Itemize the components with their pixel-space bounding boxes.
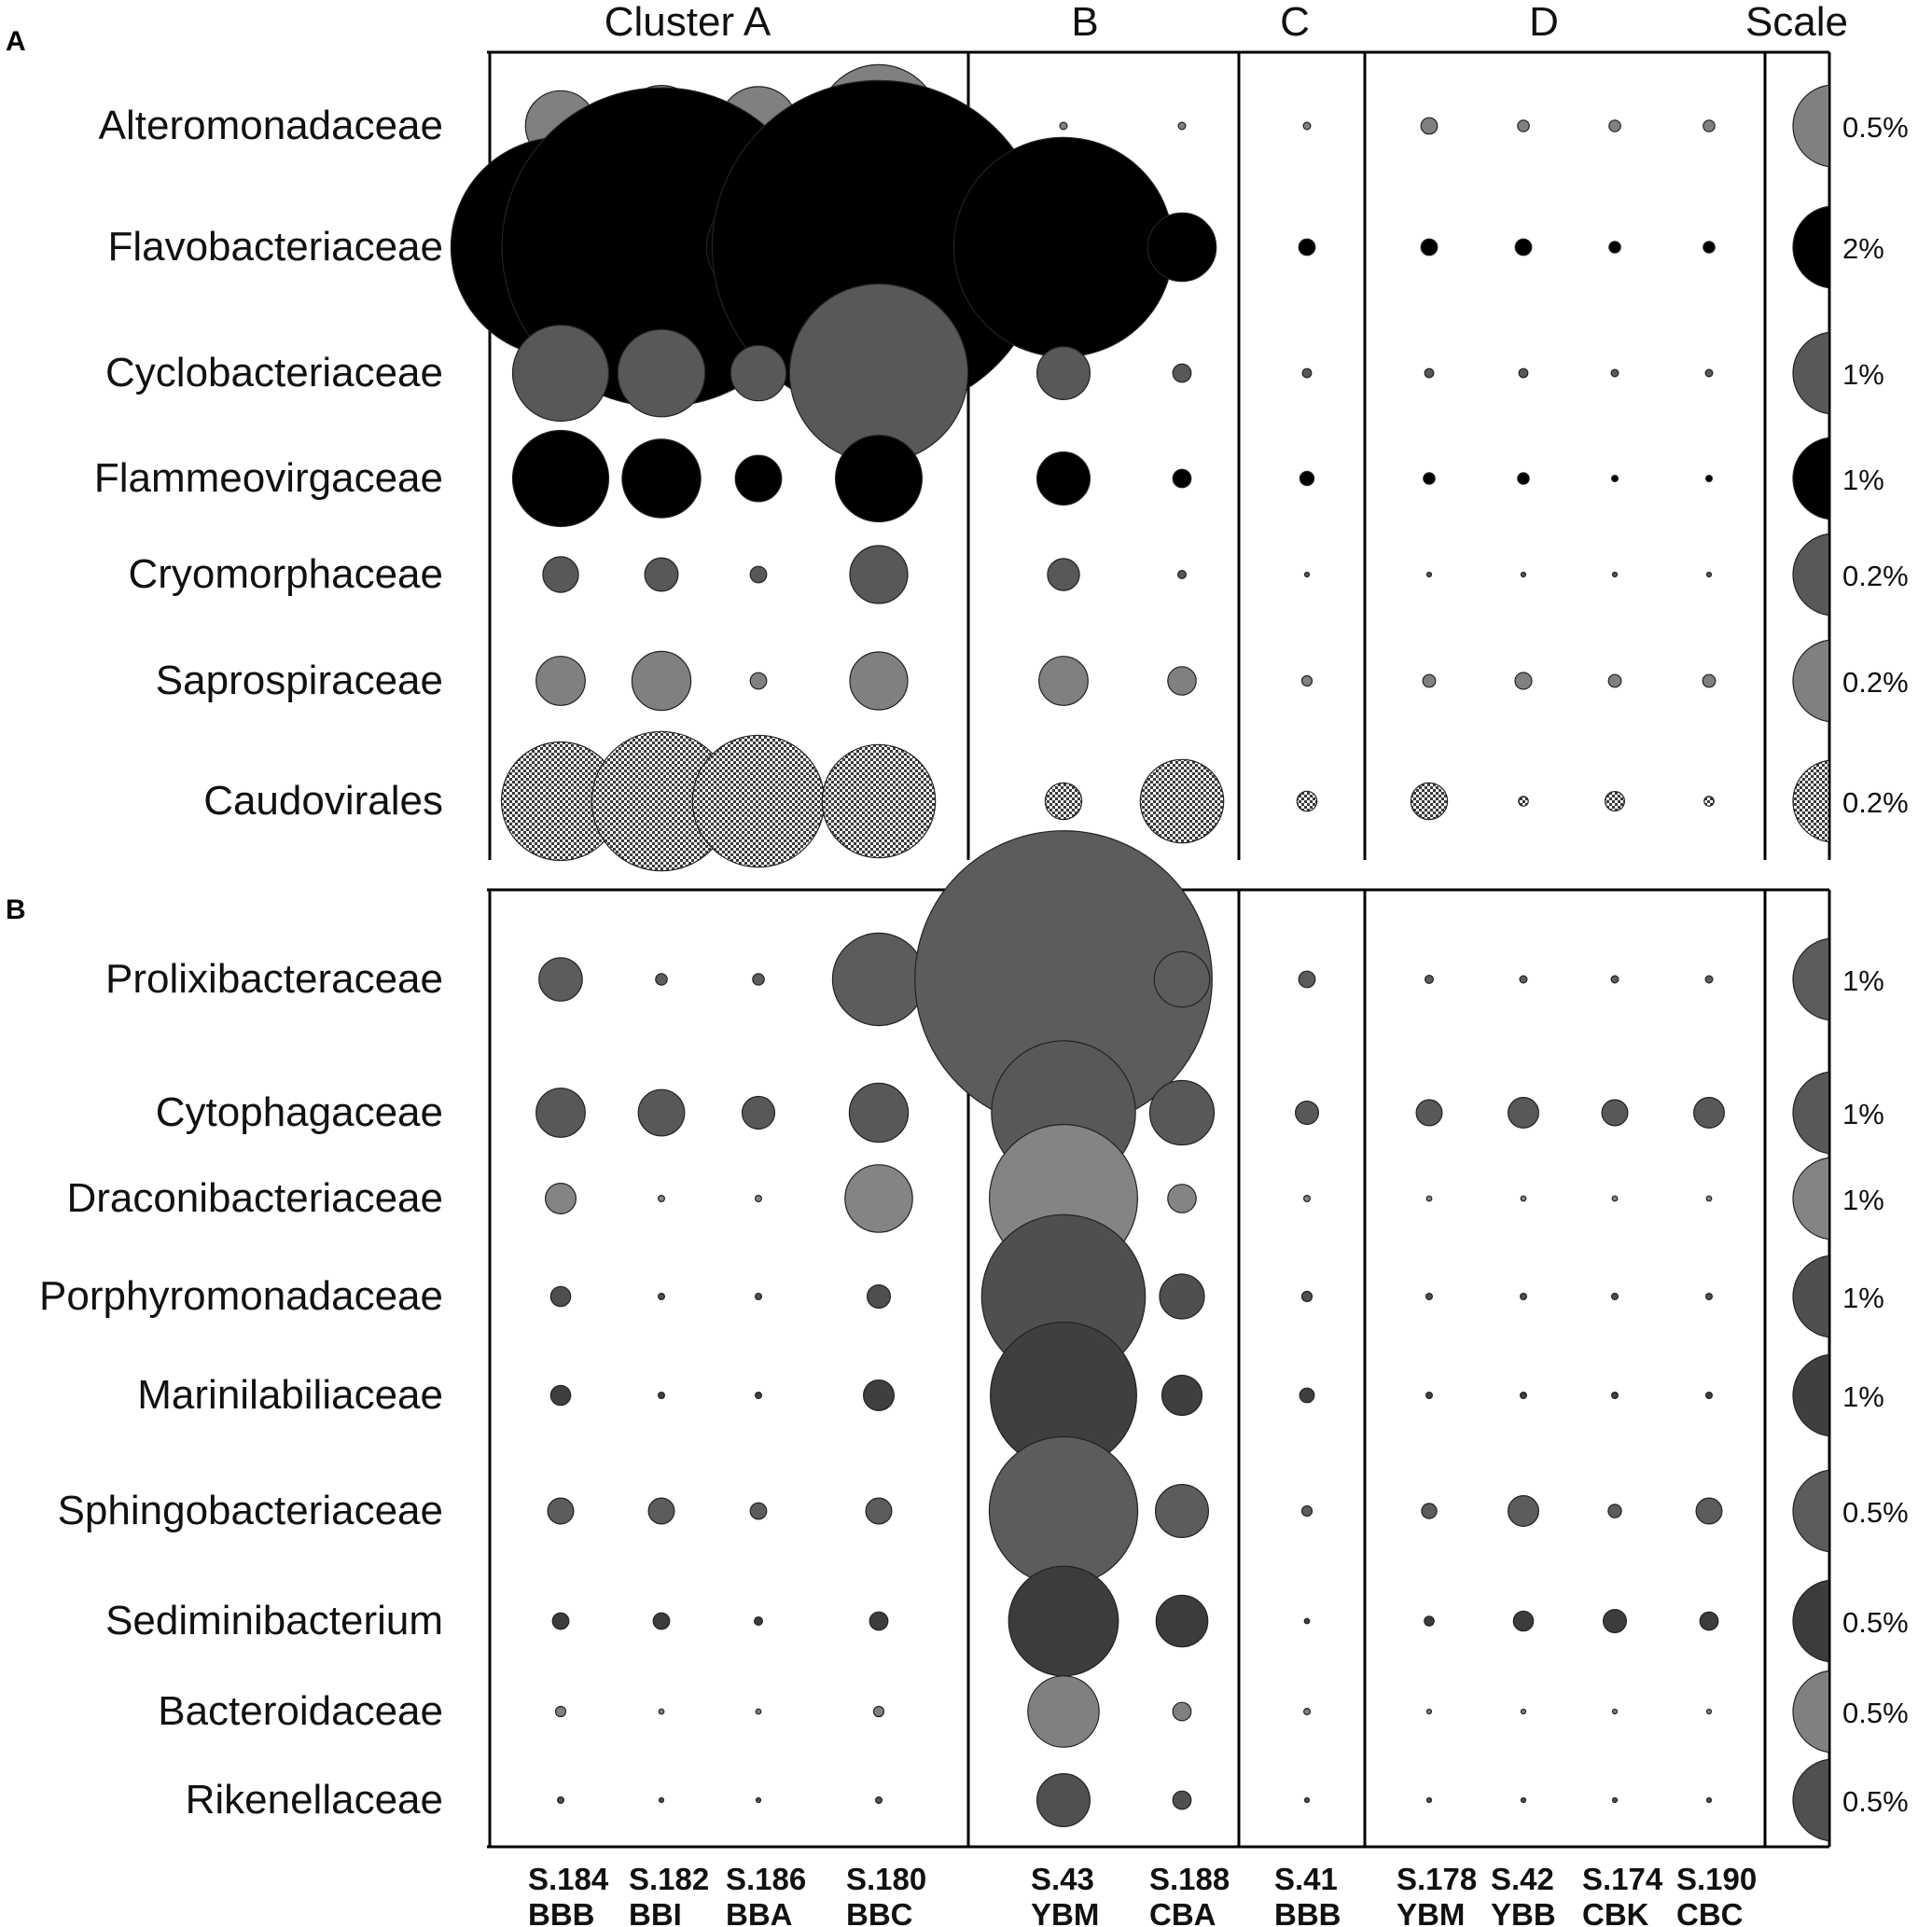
scale-label: 1%	[1842, 1380, 1884, 1413]
taxon-label: Cryomorphaceae	[128, 551, 443, 597]
scale-label: 1%	[1842, 464, 1884, 496]
taxon-label: Draconibacteriaceae	[66, 1175, 443, 1221]
taxon-label: Cytophagaceae	[155, 1089, 443, 1135]
bubble	[1705, 369, 1713, 377]
bubble	[1039, 657, 1089, 706]
taxon-label: Marinilabiliaceae	[137, 1372, 443, 1418]
scale-label: 1%	[1842, 1282, 1884, 1314]
bubble	[1521, 1294, 1527, 1300]
bubble	[756, 1709, 761, 1714]
bubble	[1154, 951, 1209, 1006]
taxon-label: Rikenellaceae	[185, 1777, 443, 1823]
bubble	[1520, 976, 1527, 983]
bubble	[692, 735, 824, 866]
bubble	[1608, 1504, 1621, 1518]
scale-label: 0.5%	[1842, 1785, 1909, 1818]
cluster-label-scale: Scale	[1744, 0, 1849, 45]
sample-id-label: S.43	[1031, 1862, 1094, 1896]
bubble	[850, 546, 908, 603]
bubble	[632, 651, 690, 710]
bubble	[1302, 1506, 1313, 1517]
sample-id-label: S.190	[1676, 1862, 1758, 1896]
taxon-label: Caudovirales	[203, 778, 443, 824]
scale-label: 1%	[1842, 1184, 1884, 1216]
bubble	[1707, 573, 1712, 577]
bubble	[1518, 473, 1529, 484]
bubble	[558, 1797, 564, 1804]
bubble	[1602, 1100, 1628, 1126]
bubble	[659, 1393, 665, 1399]
bubble	[1425, 1616, 1434, 1626]
bubble	[1422, 1504, 1437, 1518]
bubble	[1424, 473, 1435, 484]
bubble	[1612, 1294, 1619, 1300]
scale-label: 1%	[1842, 1098, 1884, 1130]
bubble	[1513, 1611, 1533, 1630]
bubble	[1613, 573, 1618, 577]
bubble	[1156, 1595, 1207, 1646]
bubble	[536, 1088, 586, 1138]
bubble	[1613, 1798, 1618, 1803]
bubble	[1426, 1196, 1432, 1201]
bubble	[648, 1498, 674, 1524]
sample-code-label: BBC	[846, 1897, 913, 1927]
taxon-label: Flammeovirgaceae	[93, 455, 443, 501]
bubble	[1515, 239, 1532, 256]
sample-code-label: CBC	[1676, 1897, 1744, 1927]
bubble	[1305, 573, 1310, 577]
bubble	[1696, 1498, 1722, 1524]
bubble	[645, 558, 678, 591]
bubble	[1140, 759, 1223, 842]
bubble	[1612, 1196, 1618, 1201]
bubble	[539, 958, 582, 1001]
bubble	[1605, 792, 1625, 811]
bubble	[1416, 1100, 1442, 1126]
bubble	[1296, 1102, 1319, 1125]
bubble	[1704, 797, 1714, 806]
scale-label: 0.5%	[1842, 1697, 1909, 1729]
taxon-label: Sphingobacteriaceae	[57, 1488, 443, 1533]
bubble	[1178, 571, 1187, 579]
bubble	[869, 1612, 888, 1630]
scale-label: 1%	[1842, 964, 1884, 997]
bubble	[550, 1385, 570, 1405]
bubble	[1521, 1196, 1526, 1201]
sample-id-label: S.41	[1274, 1862, 1338, 1896]
bubble	[1302, 1292, 1313, 1302]
taxon-label: Cyclobacteriaceae	[105, 350, 443, 395]
bubble	[1421, 118, 1438, 134]
bubble	[1037, 1774, 1091, 1827]
bubble	[1508, 1098, 1539, 1129]
bubble	[836, 436, 923, 522]
bubble	[1037, 452, 1091, 506]
bubble	[1045, 783, 1081, 819]
taxon-label: Prolixibacteraceae	[105, 956, 443, 1002]
bubble	[1706, 1393, 1713, 1399]
cluster-label-c: C	[1280, 0, 1310, 45]
bubble	[1421, 239, 1438, 256]
bubble	[656, 974, 667, 985]
bubble	[1703, 120, 1715, 132]
bubble	[1611, 976, 1619, 983]
panel-label-b: B	[6, 894, 26, 925]
sample-code-label: BBA	[726, 1897, 793, 1927]
bubble	[659, 1196, 665, 1202]
bubble	[750, 1503, 767, 1519]
sample-id-label: S.180	[846, 1862, 927, 1896]
bubble	[1611, 369, 1619, 377]
bubble	[1303, 122, 1311, 130]
scale-label: 0.5%	[1842, 111, 1909, 144]
bubble	[876, 1797, 883, 1804]
taxon-label: Bacteroidaceae	[158, 1688, 443, 1734]
bubble	[1707, 1710, 1712, 1714]
bubble	[552, 1613, 569, 1629]
sample-code-label: YBM	[1397, 1897, 1466, 1927]
bubble	[756, 1294, 762, 1300]
bubble	[1609, 120, 1620, 132]
bubble	[622, 439, 701, 518]
bubble	[1522, 1710, 1526, 1714]
bubble	[750, 566, 767, 583]
bubble	[735, 455, 782, 502]
bubble	[850, 652, 908, 710]
bubble	[1608, 674, 1621, 687]
bubble	[753, 974, 764, 985]
sample-id-label: S.174	[1582, 1862, 1663, 1896]
sample-id-label: S.178	[1397, 1862, 1478, 1896]
bubble	[743, 1097, 775, 1130]
bubble	[1168, 1185, 1196, 1213]
bubble	[1300, 471, 1313, 485]
bubble	[1147, 213, 1216, 281]
bubble	[1411, 783, 1447, 819]
scale-label: 0.2%	[1842, 666, 1909, 699]
bubble	[989, 1436, 1137, 1585]
bubble	[756, 1393, 762, 1399]
bubble	[1613, 1710, 1618, 1714]
bubble	[1304, 1709, 1311, 1715]
scale-label: 1%	[1842, 358, 1884, 391]
bubble	[543, 557, 578, 592]
bubble	[1521, 1393, 1527, 1399]
bubble	[845, 1165, 912, 1232]
bubble	[757, 1798, 761, 1803]
bubble	[1522, 573, 1526, 577]
scale-label: 2%	[1842, 232, 1884, 265]
bubble	[1694, 1098, 1725, 1129]
sample-code-label: BBB	[1274, 1897, 1341, 1927]
taxon-label: Sediminibacterium	[105, 1598, 443, 1643]
bubble	[730, 345, 785, 400]
sample-id-label: S.184	[528, 1862, 609, 1896]
bubble	[513, 326, 609, 422]
bubble	[832, 933, 924, 1025]
scale-label: 0.2%	[1842, 786, 1909, 819]
bubble	[1156, 1485, 1209, 1538]
sample-code-label: BBB	[528, 1897, 595, 1927]
bubble	[1037, 347, 1091, 400]
bubble	[1612, 1393, 1619, 1399]
bubble	[756, 1196, 762, 1202]
bubble	[618, 329, 705, 417]
bubble	[513, 431, 609, 527]
taxon-label: Saprospiraceae	[155, 658, 443, 703]
sample-id-label: S.182	[629, 1862, 710, 1896]
bubble	[1304, 1196, 1311, 1202]
taxon-label: Porphyromonadaceae	[39, 1273, 443, 1319]
cluster-label-d: D	[1529, 0, 1559, 45]
bubble	[864, 1380, 895, 1411]
sample-id-label: S.42	[1491, 1862, 1554, 1896]
bubble	[548, 1498, 574, 1524]
bubble	[638, 1089, 685, 1136]
bubble	[866, 1498, 892, 1524]
bubbles	[451, 64, 1875, 1841]
bubble	[1700, 1612, 1718, 1630]
bubble	[1302, 676, 1313, 686]
bubble	[1305, 1798, 1310, 1803]
bubble	[536, 657, 586, 706]
sample-code-label: CBA	[1149, 1897, 1216, 1927]
bubble	[1612, 476, 1619, 482]
bubble	[1705, 976, 1713, 983]
bubble	[1427, 1710, 1432, 1714]
bubble	[1519, 368, 1528, 378]
bubble	[1425, 976, 1434, 984]
cluster-label-cluster-a: Cluster A	[604, 0, 771, 45]
sample-code-label: CBK	[1582, 1897, 1649, 1927]
bubble	[1518, 120, 1529, 132]
bubble	[1173, 469, 1191, 488]
bubble	[1173, 364, 1191, 382]
bubble	[1426, 1393, 1433, 1399]
bubble	[1706, 476, 1713, 482]
bubble	[1508, 1496, 1539, 1527]
bubble	[1519, 797, 1528, 806]
bubble	[556, 1707, 566, 1717]
bubble	[1048, 559, 1079, 590]
sample-code-label: YBB	[1491, 1897, 1556, 1927]
cluster-label-b: B	[1071, 0, 1099, 45]
bubble	[1604, 1610, 1627, 1633]
bubble	[1150, 1081, 1215, 1145]
bubble	[1173, 1791, 1191, 1809]
bubble	[849, 1083, 908, 1142]
bubble	[1609, 242, 1620, 253]
bubble	[953, 137, 1173, 356]
bubble	[1060, 122, 1067, 130]
bubble	[1706, 1196, 1712, 1201]
bubble	[1173, 1702, 1191, 1721]
bubble	[868, 1285, 891, 1309]
sample-id-label: S.188	[1149, 1862, 1230, 1896]
bubble	[1300, 1388, 1314, 1403]
bubble	[1425, 368, 1434, 378]
bubble	[1297, 791, 1316, 811]
bubble	[1426, 1294, 1433, 1300]
scale-label: 0.2%	[1842, 560, 1909, 592]
bubble	[1299, 239, 1315, 256]
bubble	[1178, 122, 1186, 130]
bubble	[1703, 674, 1716, 687]
bubble	[874, 1707, 884, 1717]
bubble	[1162, 1376, 1202, 1416]
bubble	[1427, 1798, 1432, 1803]
bubble	[1706, 1294, 1713, 1300]
bubble	[1299, 971, 1315, 988]
bubble	[1707, 1798, 1712, 1803]
bubble	[550, 1286, 570, 1306]
bubble	[660, 1798, 664, 1803]
bubble	[1008, 1566, 1119, 1676]
taxon-label: Alteromonadaceae	[98, 103, 443, 148]
panel-label-a: A	[6, 26, 26, 57]
bubble	[546, 1184, 577, 1214]
bubble	[1427, 573, 1432, 577]
bubble	[1423, 674, 1436, 687]
bubble	[1515, 672, 1532, 689]
bubble	[1304, 1618, 1310, 1624]
bubble	[653, 1613, 670, 1629]
bubble	[1703, 242, 1715, 253]
sample-id-label: S.186	[726, 1862, 807, 1896]
bubble	[659, 1709, 664, 1714]
bubble	[1168, 667, 1196, 695]
sample-code-label: BBI	[629, 1897, 682, 1927]
taxon-label: Flavobacteriaceae	[107, 224, 443, 270]
bubble	[1028, 1676, 1099, 1747]
bubble	[755, 1617, 763, 1626]
sample-code-label: YBM	[1031, 1897, 1100, 1927]
bubble	[659, 1294, 665, 1300]
bubble	[750, 672, 767, 689]
bubble	[822, 744, 935, 857]
bubble	[1522, 1798, 1526, 1803]
scale-label: 0.5%	[1842, 1496, 1909, 1529]
scale-label: 0.5%	[1842, 1606, 1909, 1639]
bubble	[1302, 368, 1312, 378]
bubble	[1160, 1274, 1204, 1319]
